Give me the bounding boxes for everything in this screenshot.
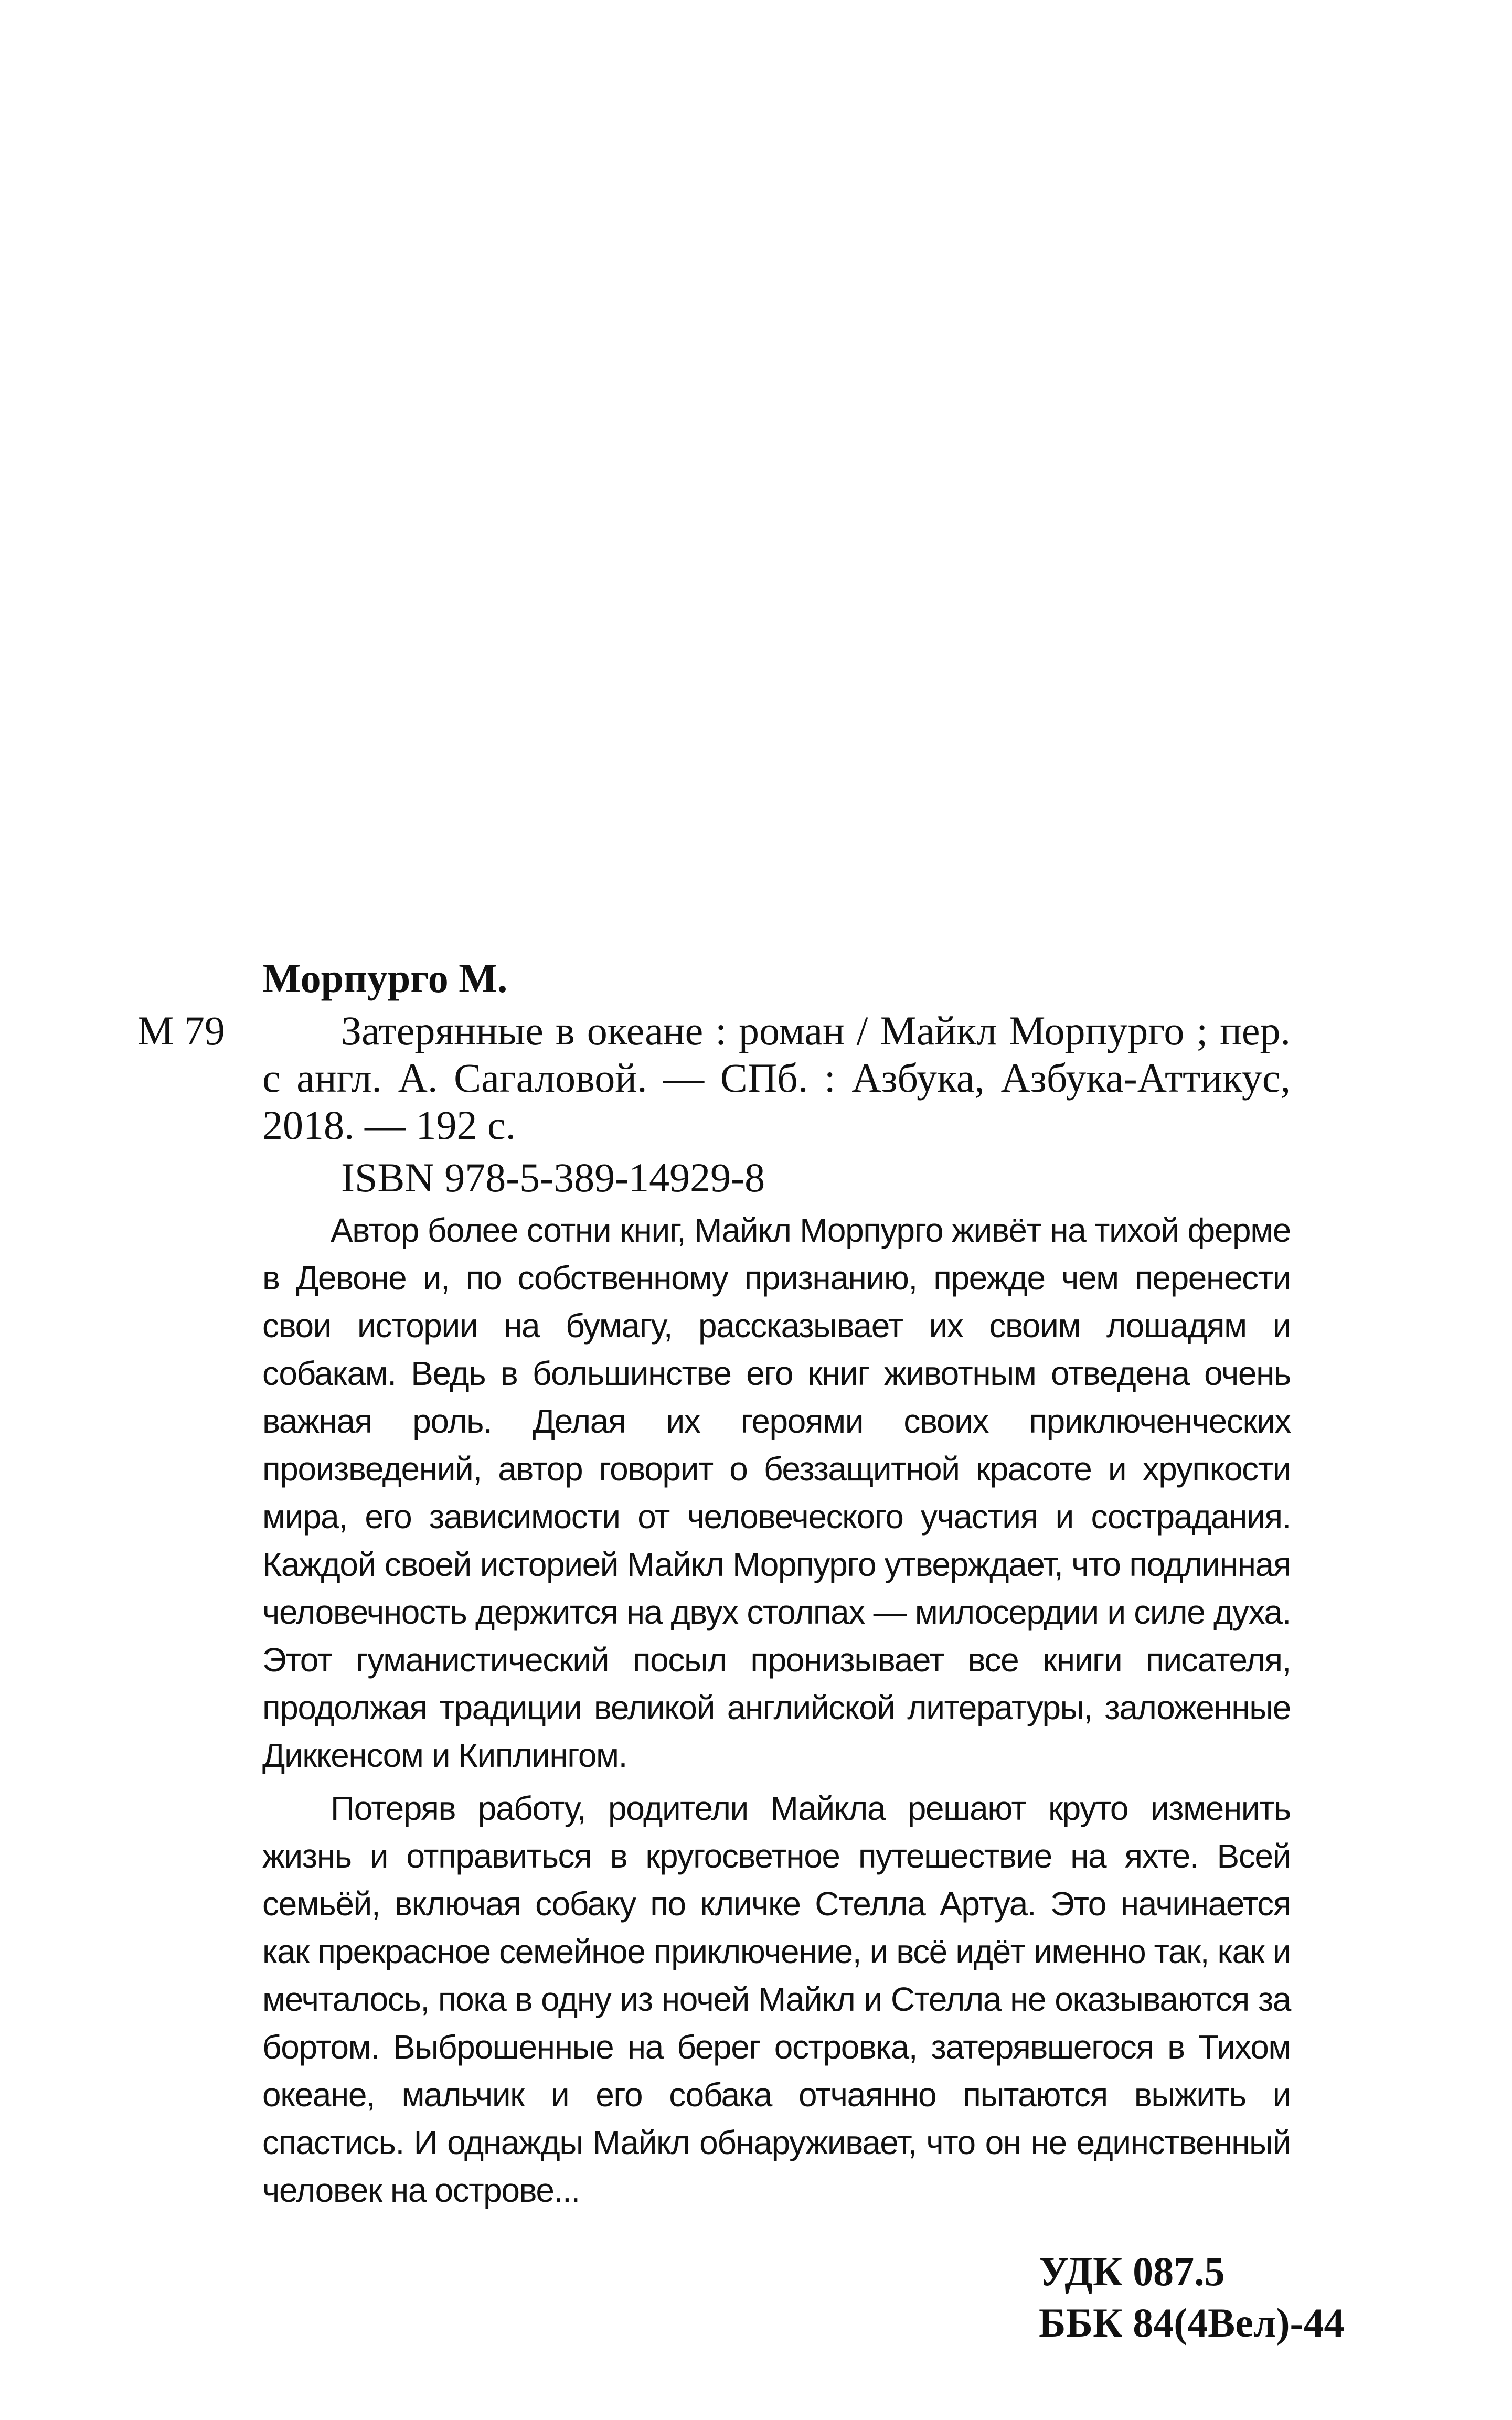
isbn-line: ISBN 978-5-389-14929-8 xyxy=(341,1155,765,1200)
classification-codes xyxy=(262,2246,1345,2349)
annotation-paragraph-1: Автор более сотни книг, Майкл Морпурго живёт на тихой ферме в Девоне и, по собственному признанию, прежде чем перенести свои истории на бумагу, рассказывает их своим лошадям и собакам. Ведь в большинстве его книг животным отведена очень важная роль. Делая их героями своих приключенческих произведений, автор говорит о беззащитной красоте и хрупкости мира, его зависимости от человеческого участия и сострадания. Каждой своей историей Майкл Морпурго утверждает, что подлинная человечность держится на двух столпах — милосердии и силе духа. Этот гуманистический посыл пронизывает все книги писателя, продолжая традиции великой английской литературы, заложенные Диккенсом и Киплингом. xyxy=(262,1211,1291,1774)
annotation-paragraph-2: Потеряв работу, родители Майкла решают круто изменить жизнь и отправиться в кругосветное путешествие на яхте. Всей семьёй, включая собаку по кличке Стелла Артуа. Это начинается как прекрасное семейное приключение, и всё идёт именно так, как и мечталось, пока в одну из ночей Майкл и Стелла не оказываются за бортом. Выброшенные на берег островка, затерявшегося в Тихом океане, мальчик и его собака отчаянно пытаются выжить и спастись. И однажды Майкл обнаруживает, что он не единственный человек на острове... xyxy=(262,1789,1291,2209)
bbk-code: ББК 84(4Вел)-44 xyxy=(1039,2300,1345,2346)
shelf-code: М 79 xyxy=(137,1008,225,1053)
bibliographic-description: Затерянные в океане : роман / Майкл Морпурго ; пер. с англ. А. Сагаловой. — СПб. : Азбука, Азбука-Аттикус, 2018. — 192 с. xyxy=(262,1008,1291,1148)
bibliographic-record xyxy=(262,955,1345,2349)
udk-code: УДК 087.5 xyxy=(1039,2248,1225,2294)
author-heading: Морпурго М. xyxy=(262,955,508,1001)
